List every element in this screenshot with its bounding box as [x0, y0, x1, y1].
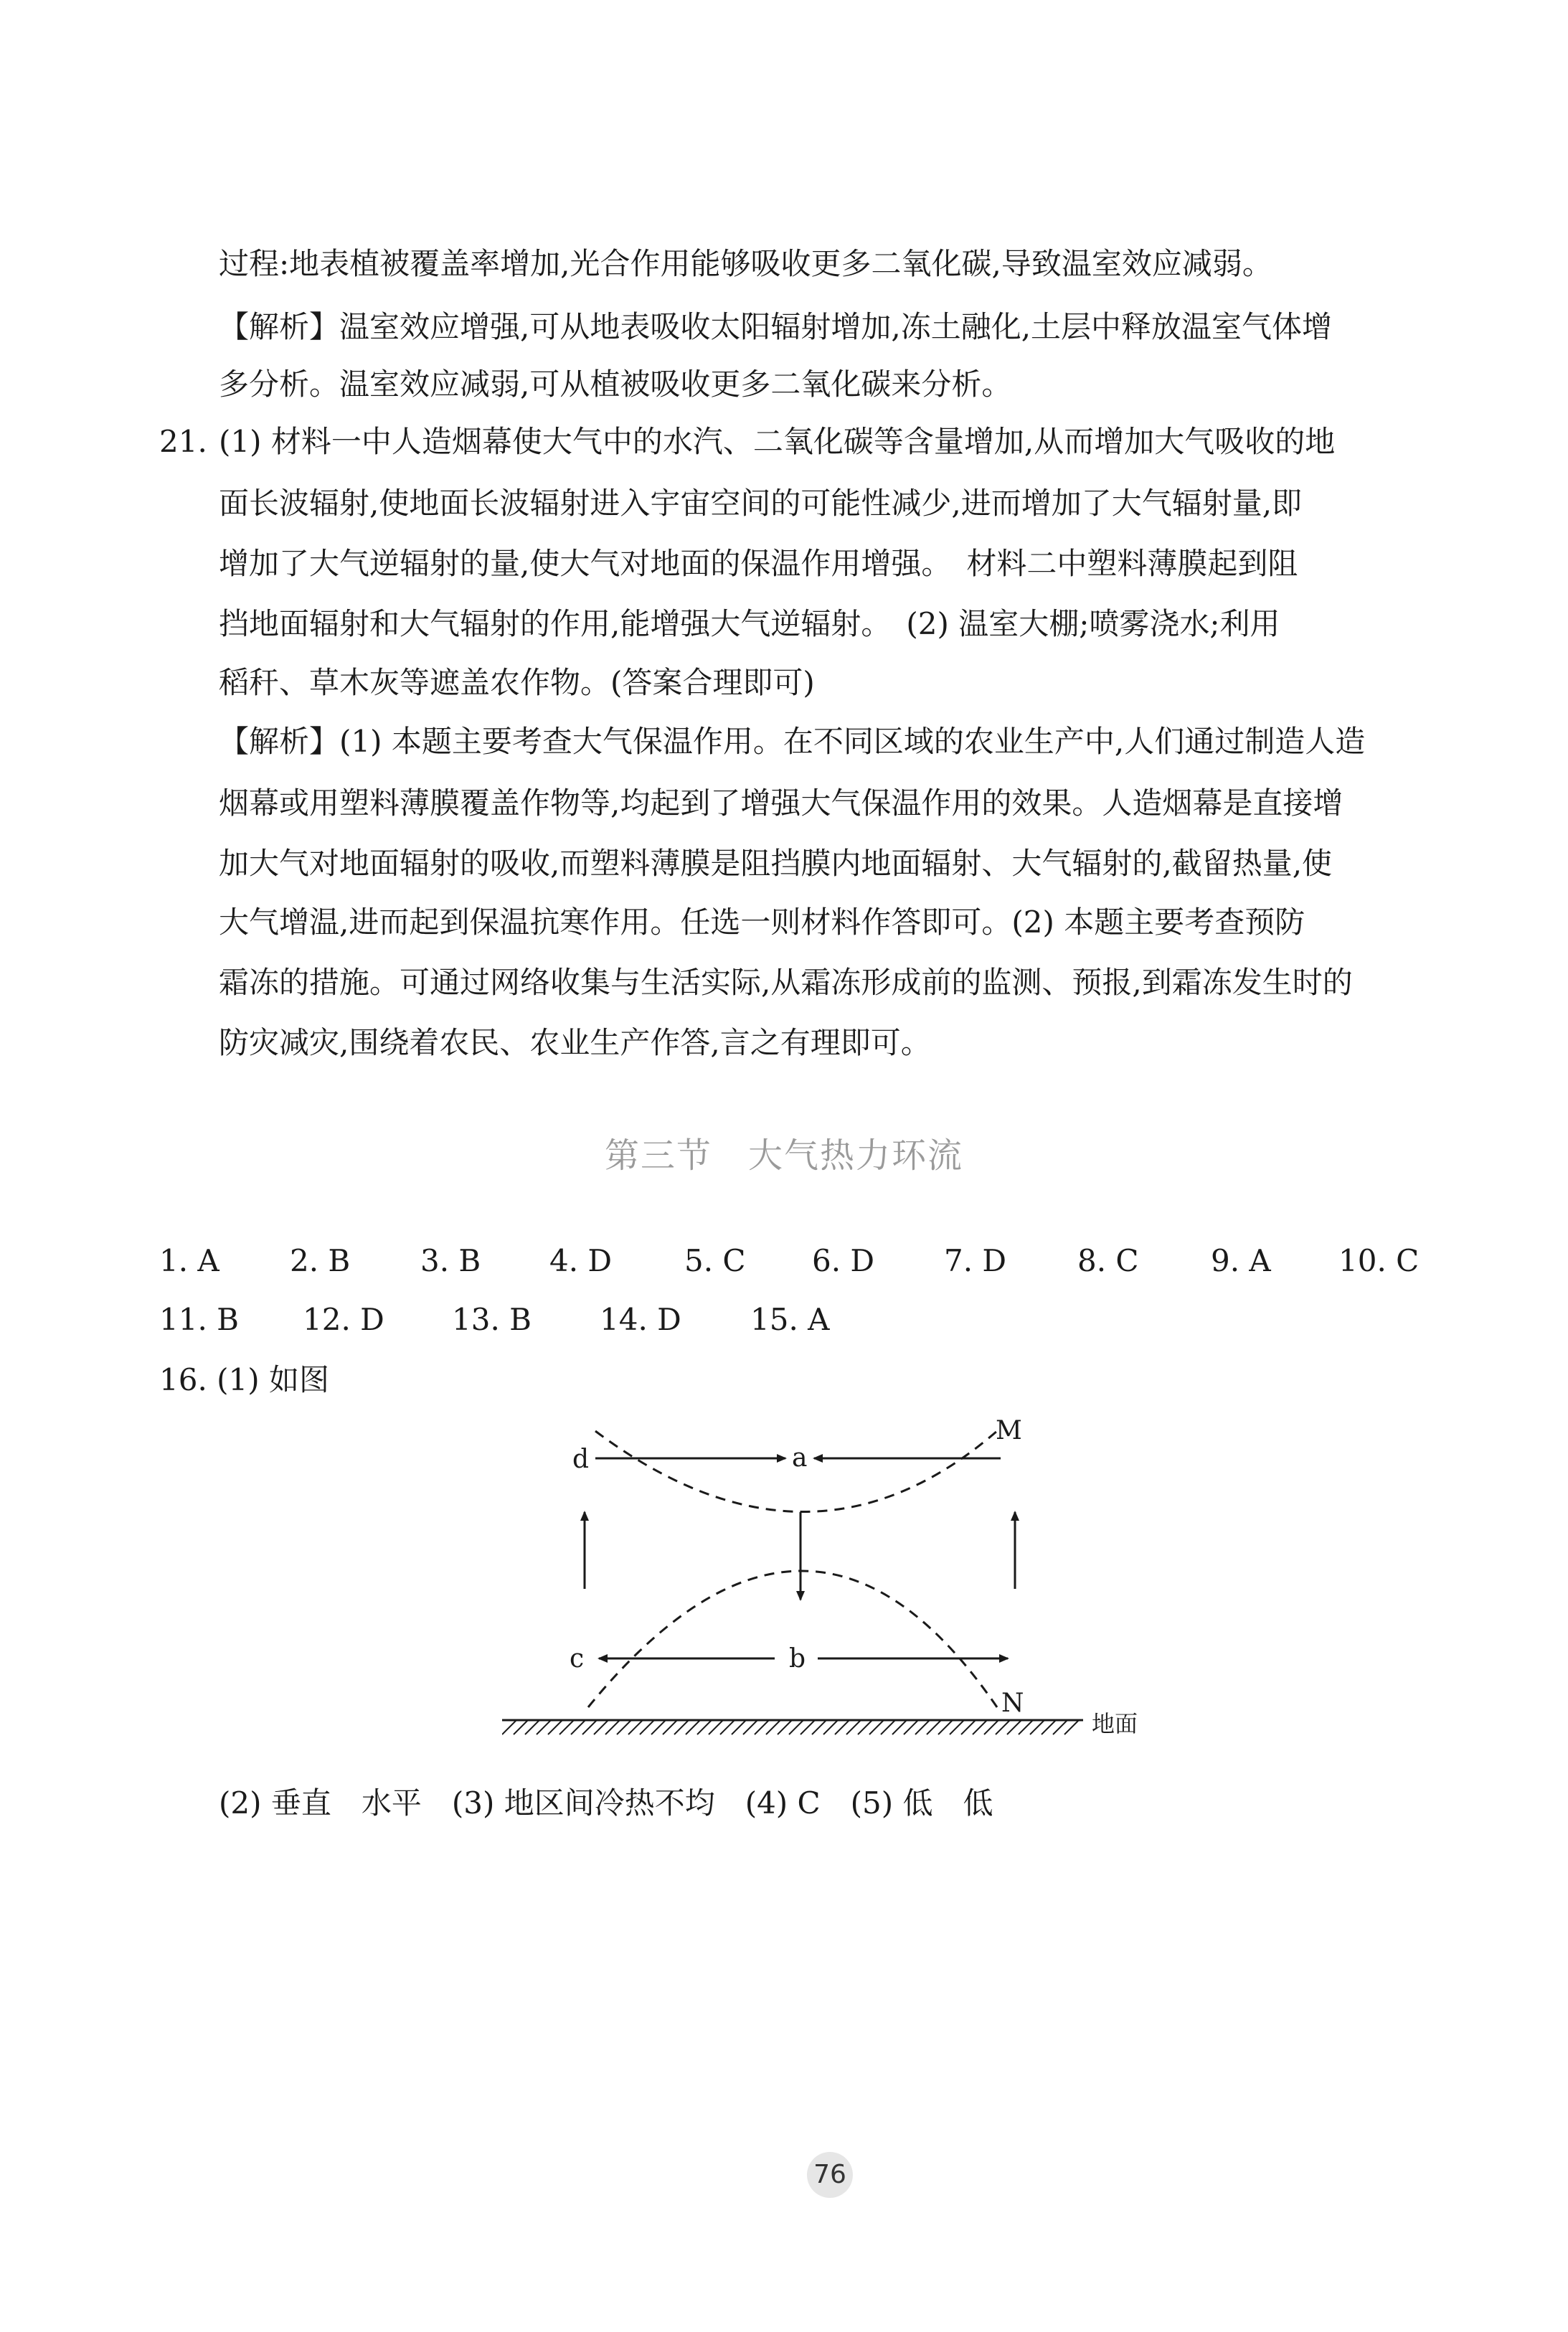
- ground-hatching: [502, 1720, 1079, 1734]
- q21-answer-line5: 稻秆、草木灰等遮盖农作物。(答案合理即可): [219, 665, 815, 700]
- answer-3: 3. B: [420, 1243, 481, 1278]
- thermal-circulation-diagram: [502, 1392, 1162, 1765]
- label-b: b: [789, 1644, 806, 1674]
- label-c: c: [570, 1644, 585, 1674]
- q16-intro: 16. (1) 如图: [159, 1362, 329, 1397]
- q16-part2-answers: (2) 垂直 水平 (3) 地区间冷热不均 (4) C (5) 低 低: [219, 1785, 993, 1821]
- q21-answer-line1: (1) 材料一中人造烟幕使大气中的水汽、二氧化碳等含量增加,从而增加大气吸收的地: [219, 424, 1336, 459]
- answer-10: 10. C: [1338, 1243, 1420, 1278]
- q21-answer-line2: 面长波辐射,使地面长波辐射进入宇宙空间的可能性减少,进而增加了大气辐射量,即: [219, 486, 1303, 521]
- answer-7: 7. D: [944, 1243, 1007, 1278]
- q20-analysis-line1: 【解析】温室效应增强,可从地表吸收太阳辐射增加,冻土融化,土层中释放温室气体增: [219, 309, 1333, 344]
- label-N: N: [1001, 1689, 1024, 1718]
- answer-13: 13. B: [452, 1302, 532, 1337]
- answer-14: 14. D: [600, 1302, 681, 1337]
- answer-11: 11. B: [159, 1302, 240, 1337]
- q21-analysis-line4: 大气增温,进而起到保温抗寒作用。任选一则材料作答即可。(2) 本题主要考查预防: [219, 905, 1305, 940]
- q21-analysis-line3: 加大气对地面辐射的吸收,而塑料薄膜是阻挡膜内地面辐射、大气辐射的,截留热量,使: [219, 846, 1333, 881]
- q21-answer-line4: 挡地面辐射和大气辐射的作用,能增强大气逆辐射。 (2) 温室大棚;喷雾浇水;利用: [219, 606, 1280, 641]
- answer-8: 8. C: [1077, 1243, 1139, 1278]
- answer-15: 15. A: [750, 1302, 830, 1337]
- page-number: 76: [807, 2152, 853, 2198]
- q21-analysis-line2: 烟幕或用塑料薄膜覆盖作物等,均起到了增强大气保温作用的效果。人造烟幕是直接增: [219, 785, 1343, 821]
- label-d: d: [572, 1445, 590, 1474]
- q20-process: 过程:地表植被覆盖率增加,光合作用能够吸收更多二氧化碳,导致温室效应减弱。: [219, 246, 1272, 281]
- answer-2: 2. B: [290, 1243, 351, 1278]
- q21-analysis-line1: 【解析】(1) 本题主要考查大气保温作用。在不同区域的农业生产中,人们通过制造人造: [219, 724, 1366, 759]
- q21-analysis-line5: 霜冻的措施。可通过网络收集与生活实际,从霜冻形成前的监测、预报,到霜冻发生时的: [219, 965, 1353, 1000]
- answer-9: 9. A: [1211, 1243, 1271, 1278]
- answer-12: 12. D: [303, 1302, 384, 1337]
- answer-4: 4. D: [549, 1243, 613, 1278]
- label-M: M: [996, 1416, 1022, 1445]
- answer-5: 5. C: [684, 1243, 746, 1278]
- section-title: 第三节 大气热力环流: [604, 1136, 963, 1176]
- q21-analysis-line6: 防灾减灾,围绕着农民、农业生产作答,言之有理即可。: [219, 1025, 931, 1060]
- label-a: a: [792, 1443, 808, 1473]
- label-ground: 地面: [1092, 1710, 1138, 1737]
- answer-6: 6. D: [812, 1243, 875, 1278]
- answer-1: 1. A: [159, 1243, 219, 1278]
- q21-answer-line3: 增加了大气逆辐射的量,使大气对地面的保温作用增强。 材料二中塑料薄膜起到阻: [219, 546, 1298, 581]
- q20-analysis-line2: 多分析。温室效应减弱,可从植被吸收更多二氧化碳来分析。: [219, 367, 1012, 402]
- q21-number: 21.: [159, 424, 207, 459]
- lower-isobar-curve: [588, 1571, 997, 1707]
